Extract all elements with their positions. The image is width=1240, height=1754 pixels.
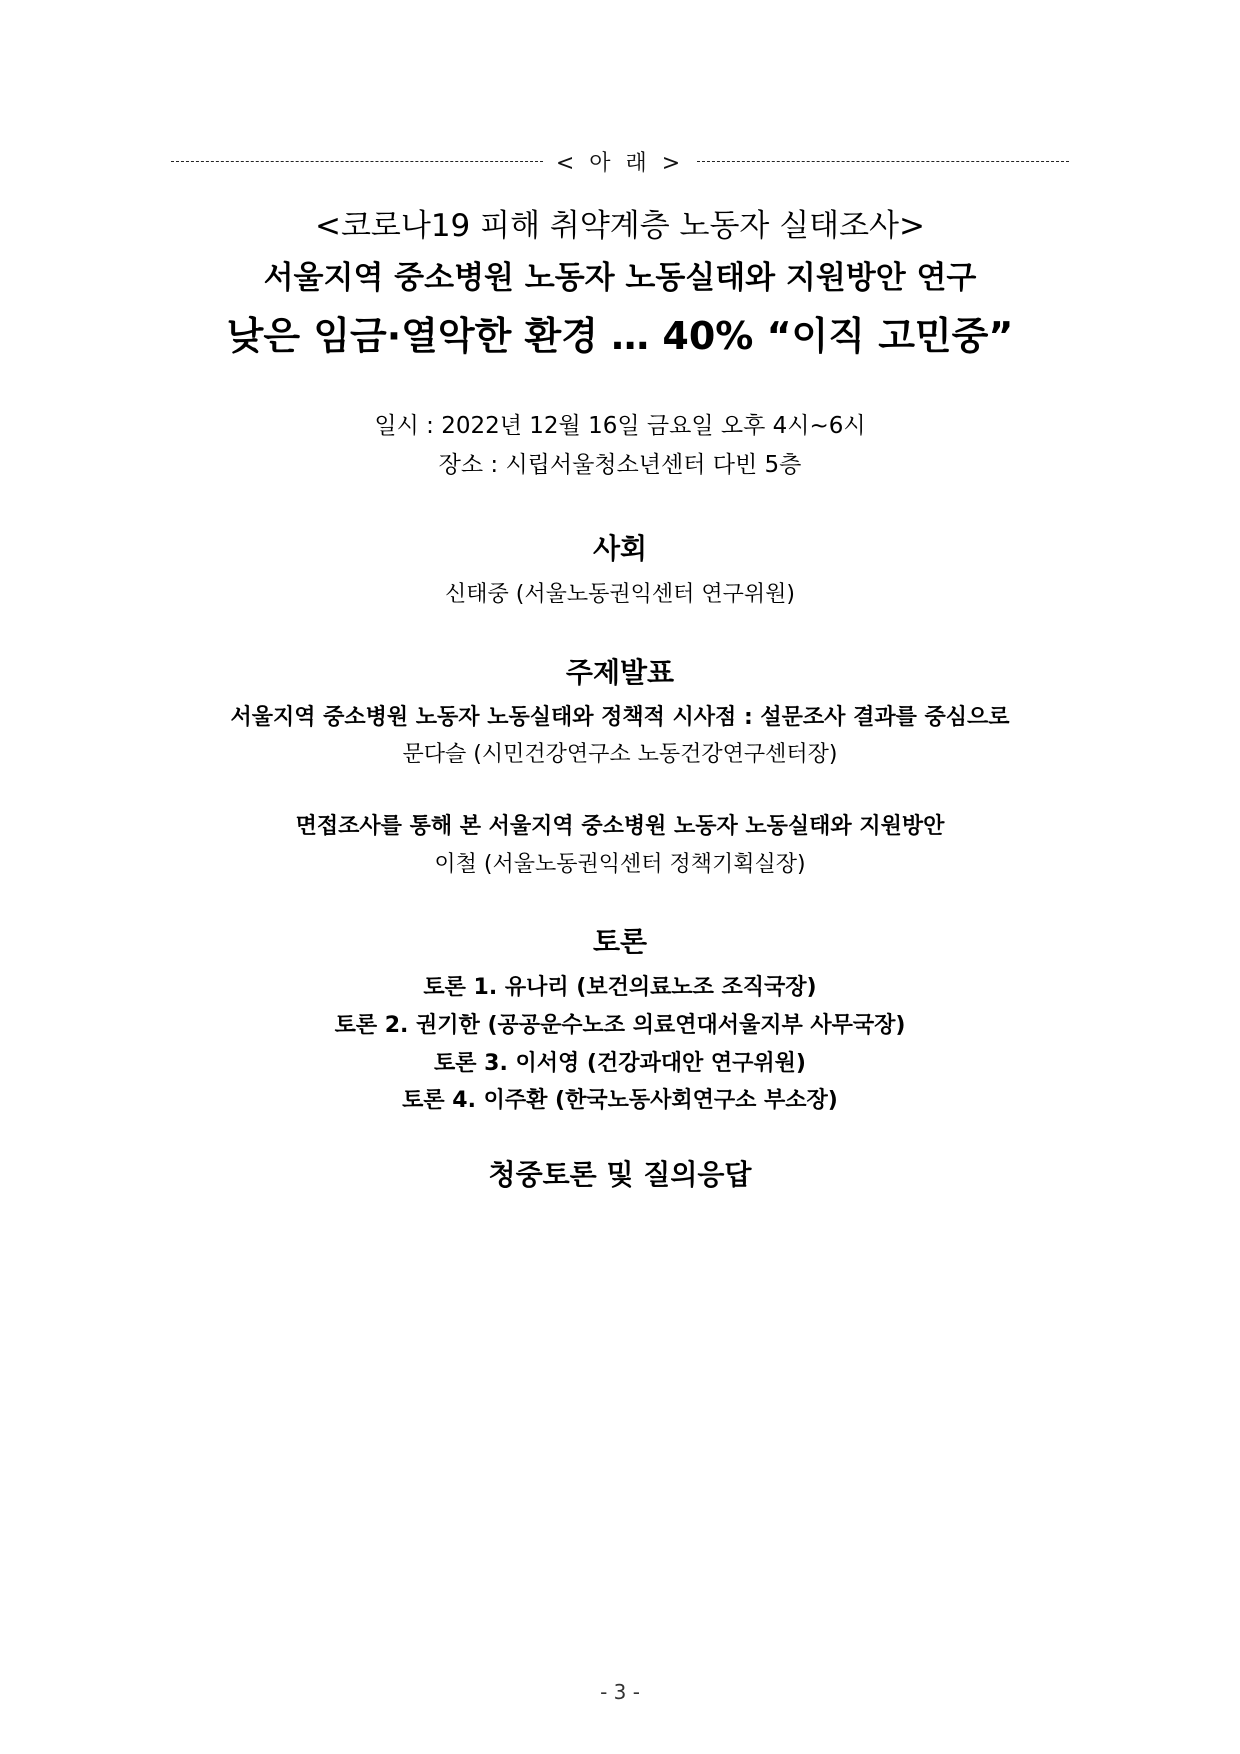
qa-heading: 청중토론 및 질의응답: [488, 1158, 752, 1191]
event-place: 장소 : 시립서울청소년센터 다빈 5층: [438, 452, 802, 478]
document-subtitle: <코로나19 피해 취약계층 노동자 실태조사>: [315, 208, 925, 244]
section-divider: [0, 146, 1240, 177]
document-title: 서울지역 중소병원 노동자 노동실태와 지원방안 연구: [263, 260, 977, 296]
discussion-item-2: 토론 2. 권기한 (공공운수노조 의료연대서울지부 사무국장): [334, 1013, 906, 1038]
discussion-item-4: 토론 4. 이주환 (한국노동사회연구소 부소장): [402, 1088, 838, 1113]
moderator-heading: 사회: [592, 532, 648, 565]
presentation-2-title: 면접조사를 통해 본 서울지역 중소병원 노동자 노동실태와 지원방안: [295, 814, 945, 839]
discussion-item-1: 토론 1. 유나리 (보건의료노조 조직국장): [423, 975, 817, 1000]
document-headline: 낮은 임금·열악한 환경 … 40% “이직 고민중”: [226, 314, 1014, 358]
presentation-2-presenter: 이철 (서울노동권익센터 정책기획실장): [434, 852, 806, 877]
divider-label: < 아 래 >: [555, 151, 685, 176]
moderator-name: 신태중 (서울노동권익센터 연구위원): [445, 582, 795, 607]
page-number: - 3 -: [600, 1680, 640, 1704]
presentation-1-presenter: 문다슬 (시민건강연구소 노동건강연구센터장): [402, 742, 838, 767]
divider-dash-right: [697, 161, 1069, 162]
discussion-item-3: 토론 3. 이서영 (건강과대안 연구위원): [434, 1051, 806, 1076]
discussion-heading: 토론: [592, 925, 648, 958]
presentation-1-title: 서울지역 중소병원 노동자 노동실태와 정책적 시사점 : 설문조사 결과를 중심으로: [230, 705, 1010, 730]
event-datetime: 일시 : 2022년 12월 16일 금요일 오후 4시~6시: [374, 413, 866, 439]
divider-dash-left: [171, 161, 543, 162]
presentations-heading: 주제발표: [565, 656, 675, 689]
